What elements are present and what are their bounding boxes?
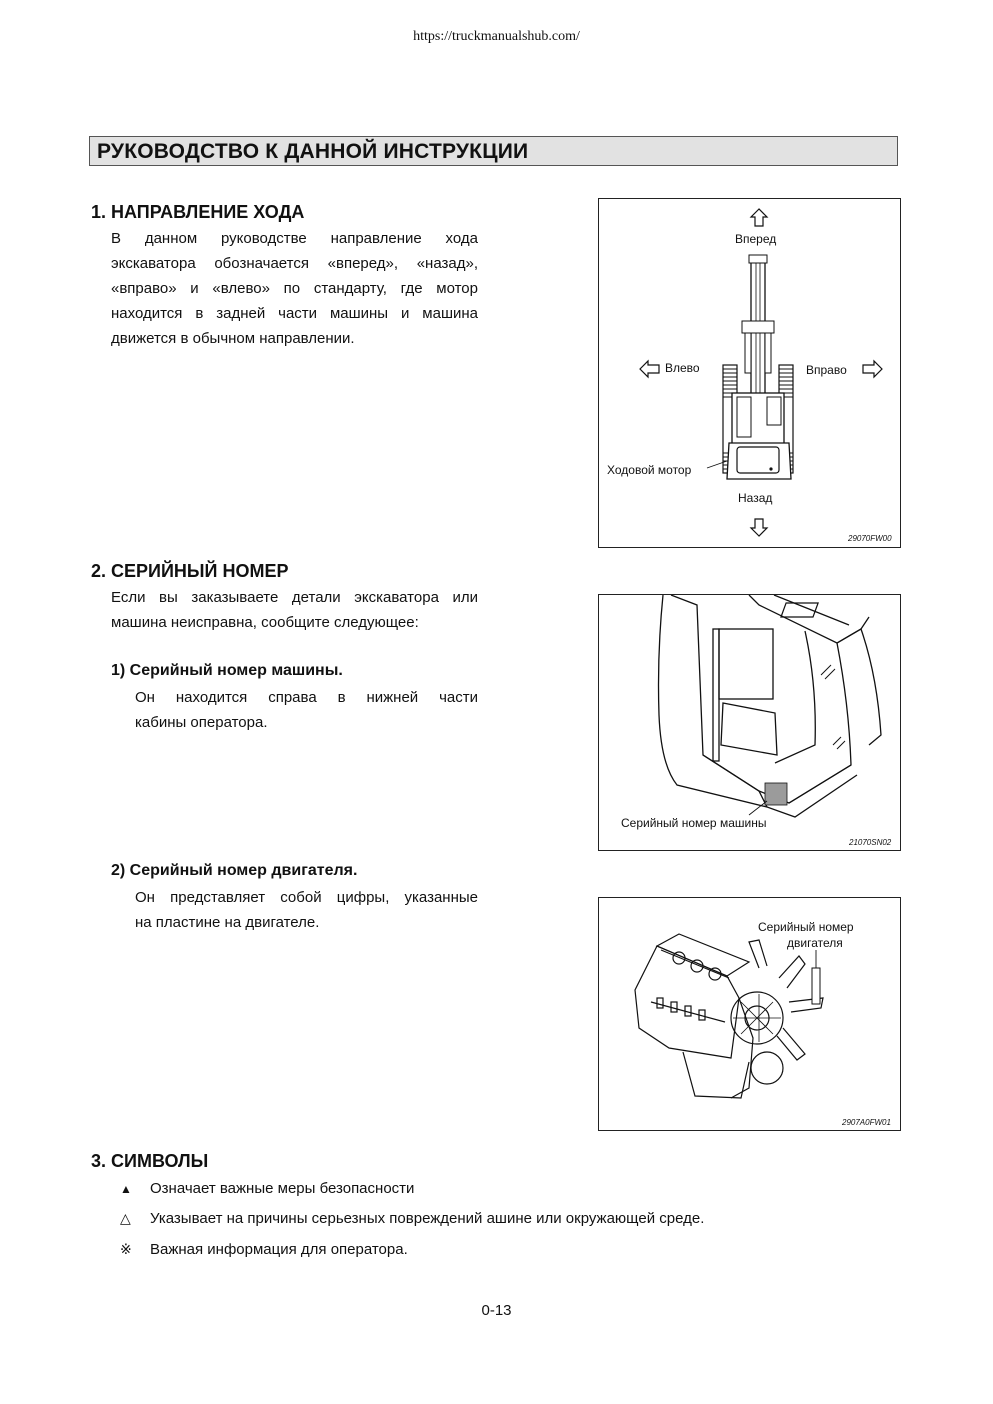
page-number: 0-13 bbox=[481, 1302, 512, 1319]
text-line: на пластине на двигателе. bbox=[135, 914, 320, 931]
left-label: Влево bbox=[665, 361, 700, 375]
figure-code: 29070FW00 bbox=[848, 534, 892, 543]
symbol-description: Означает важные меры безопасности bbox=[150, 1180, 415, 1197]
symbol-row-info bbox=[120, 1241, 408, 1258]
right-label: Вправо bbox=[806, 363, 847, 377]
engine-serial-text bbox=[135, 885, 478, 935]
text-line: Он представляет собой цифры, указанные bbox=[135, 889, 478, 906]
page-title: РУКОВОДСТВО К ДАННОЙ ИНСТРУКЦИИ bbox=[97, 140, 529, 163]
machine-serial-figure bbox=[598, 594, 901, 851]
warning-filled-triangle-icon: ▲ bbox=[120, 1182, 132, 1196]
travel-motor-label: Ходовой мотор bbox=[607, 463, 692, 477]
text-line: экскаватора обозначается «вперед», «назад», bbox=[111, 255, 478, 272]
symbol-row-warning bbox=[120, 1180, 414, 1197]
symbol-description: Указывает на причины серьезных повреждений ашине или окружающей среде. bbox=[150, 1210, 705, 1227]
section-1-text bbox=[111, 226, 478, 351]
text-line: В данном руководстве направление хода bbox=[111, 230, 478, 247]
caution-outline-triangle-icon: △ bbox=[120, 1210, 131, 1226]
text-line: находится в задней части машины и машина bbox=[111, 305, 478, 322]
section-2-heading: 2. СЕРИЙНЫЙ НОМЕР bbox=[91, 561, 289, 581]
reference-mark-icon: ※ bbox=[120, 1241, 132, 1257]
text-line: движется в обычном направлении. bbox=[111, 330, 355, 347]
symbol-description: Важная информация для оператора. bbox=[150, 1241, 408, 1258]
back-label: Назад bbox=[738, 491, 773, 505]
text-line: кабины оператора. bbox=[135, 714, 268, 731]
machine-serial-text bbox=[135, 685, 478, 735]
symbol-row-caution bbox=[120, 1210, 704, 1227]
forward-label: Вперед bbox=[735, 232, 777, 246]
engine-serial-label-line2: двигателя bbox=[787, 936, 843, 950]
section-1-heading: 1. НАПРАВЛЕНИЕ ХОДА bbox=[91, 202, 305, 222]
machine-serial-label: Серийный номер машины bbox=[621, 816, 767, 830]
engine-illustration bbox=[599, 898, 900, 1130]
machine-serial-subheading: 1) Серийный номер машины. bbox=[111, 662, 343, 679]
operator-cab-illustration bbox=[599, 595, 900, 850]
engine-serial-figure bbox=[598, 897, 901, 1131]
text-line: «вправо» и «влево» по стандарту, где мотор bbox=[111, 280, 478, 297]
text-line: Если вы заказываете детали экскаватора или bbox=[111, 589, 478, 606]
engine-serial-label-line1: Серийный номер bbox=[758, 920, 854, 934]
text-line: Он находится справа в нижней части bbox=[135, 689, 478, 706]
travel-direction-figure bbox=[598, 198, 901, 548]
figure-code: 21070SN02 bbox=[849, 838, 892, 847]
engine-serial-subheading: 2) Серийный номер двигателя. bbox=[111, 862, 358, 879]
figure-code: 2907A0FW01 bbox=[842, 1118, 891, 1127]
header-url: https://truckmanualshub.com/ bbox=[413, 29, 580, 44]
text-line: машина неисправна, сообщите следующее: bbox=[111, 614, 419, 631]
section-2-text bbox=[111, 585, 478, 635]
section-3-heading: 3. СИМВОЛЫ bbox=[91, 1151, 209, 1171]
